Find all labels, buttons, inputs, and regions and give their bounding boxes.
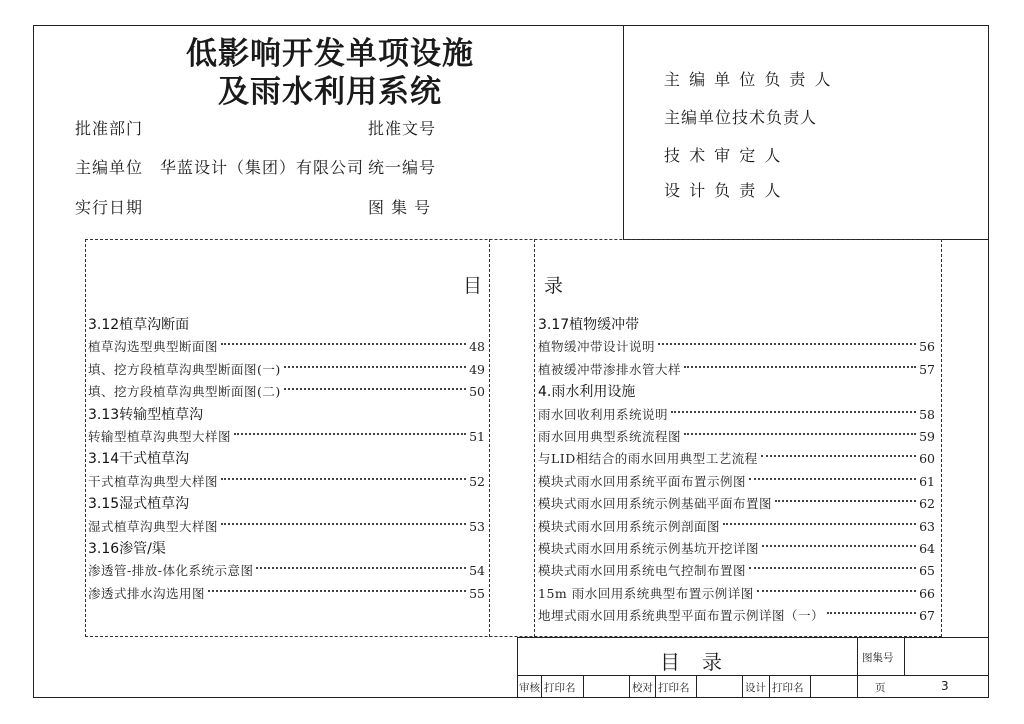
toc-leader-dots <box>761 455 916 457</box>
toc-section-title: 3.14干式植草沟 <box>88 451 190 468</box>
toc-entry <box>538 336 935 358</box>
toc-entry-title: 渗透管-排放-体化系统示意图 <box>88 563 254 579</box>
sign-sep-4 <box>655 675 656 698</box>
toc-leader-dots <box>284 366 466 368</box>
toc-leader-dots <box>658 343 916 345</box>
toc-entry-page: 54 <box>469 563 485 579</box>
document-title-line1: 低影响开发单项设施 <box>186 36 474 72</box>
toc-entry-page: 60 <box>919 451 935 467</box>
sign-sep-3 <box>629 675 630 698</box>
toc-entry <box>538 516 935 538</box>
toc-entry-title: 植草沟选型典型断面图 <box>88 339 219 355</box>
toc-leader-dots <box>671 411 916 413</box>
title-block-name: 目录 <box>660 650 744 674</box>
toc-section-heading <box>88 493 485 515</box>
title-block-sep-atlas-value <box>904 637 905 675</box>
toc-divider-left <box>489 239 490 637</box>
toc-entry-title: 转输型植草沟典型大样图 <box>88 429 232 444</box>
toc-entry-page: 52 <box>469 473 485 489</box>
header-divider-vertical <box>623 25 624 240</box>
toc-leader-dots <box>775 500 916 502</box>
page-label: 页 <box>875 682 886 694</box>
effective-date-label: 实行日期 <box>75 198 144 217</box>
toc-leader-dots <box>221 523 466 525</box>
toc-entry <box>88 336 485 358</box>
toc-entry-page: 48 <box>469 339 485 355</box>
toc-leader-dots <box>749 567 916 569</box>
toc-section-heading <box>88 404 485 426</box>
toc-leader-dots <box>208 590 466 592</box>
toc-entry-title: 15m 雨水回用系统典型布置示例详图 <box>538 585 754 601</box>
toc-entry-title: 模块式雨水回用系统示例基坑开挖详图 <box>538 541 760 556</box>
toc-entry <box>538 538 935 560</box>
toc-entry-title: 植被缓冲带渗排水管大样 <box>538 361 682 377</box>
review-name: 打印名 <box>544 682 576 694</box>
toc-entry-page: 61 <box>919 473 935 489</box>
sign-sep-5 <box>696 675 697 698</box>
toc-entry-page: 55 <box>469 585 485 601</box>
toc-section-title: 3.15湿式植草沟 <box>88 496 190 513</box>
toc-section-title: 3.16渗管/渠 <box>88 541 166 557</box>
toc-leader-dots <box>221 343 466 345</box>
toc-section-heading <box>538 381 935 403</box>
toc-entry-page: 49 <box>469 361 485 377</box>
toc-entry-title: 模块式雨水回用系统示例剖面图 <box>538 518 721 534</box>
toc-entry-page: 56 <box>919 339 935 355</box>
editor-unit-value: 华蓝设计（集团）有限公司 <box>160 158 365 177</box>
editor-unit-label: 主编单位 <box>75 158 144 177</box>
toc-leader-dots <box>749 478 916 480</box>
toc-leader-dots <box>827 612 916 614</box>
title-block-sep-atlas <box>857 637 858 698</box>
check-name: 打印名 <box>658 682 690 694</box>
toc-section-title: 3.12植草沟断面 <box>88 317 190 333</box>
check-label: 校对 <box>632 682 653 694</box>
toc-leader-dots <box>762 545 916 547</box>
toc-section-title: 4.雨水利用设施 <box>538 384 636 401</box>
toc-section-heading <box>88 314 485 336</box>
toc-leader-dots <box>256 567 466 569</box>
design-label: 设计 <box>745 682 766 694</box>
toc-leader-dots <box>234 433 466 435</box>
toc-entry-title: 渗透式排水沟选用图 <box>88 585 206 601</box>
design-name: 打印名 <box>772 682 804 694</box>
toc-entry-page: 64 <box>919 541 935 556</box>
toc-section-heading <box>88 448 485 470</box>
role-tech-lead: 主编单位技术负责人 <box>664 108 818 127</box>
sign-sep-2 <box>583 675 584 698</box>
toc-entry-title: 地埋式雨水回用系统典型平面布置示例详图（一） <box>538 608 825 624</box>
toc-leader-dots <box>684 433 916 435</box>
toc-entry <box>88 381 485 403</box>
title-block-rule <box>517 675 989 676</box>
toc-leader-dots <box>221 478 466 480</box>
role-design-lead: 设 计 负 责 人 <box>664 181 783 200</box>
toc-entry-title: 与LID相结合的雨水回用典型工艺流程 <box>538 451 758 467</box>
sign-sep-7 <box>769 675 770 698</box>
toc-right-column <box>538 314 935 624</box>
toc-entry-page: 59 <box>919 429 935 444</box>
toc-entry-page: 62 <box>919 496 935 512</box>
toc-entry-page: 57 <box>919 361 935 377</box>
page-number: 3 <box>941 679 949 693</box>
toc-entry-page: 65 <box>919 563 935 579</box>
toc-entry <box>88 471 485 493</box>
toc-entry <box>538 426 935 448</box>
approve-dept-label: 批准部门 <box>75 119 144 138</box>
role-chief-editor: 主 编 单 位 负 责 人 <box>664 70 833 89</box>
toc-entry <box>88 583 485 605</box>
toc-entry-title: 填、挖方段植草沟典型断面图(二) <box>88 384 281 400</box>
toc-entry <box>538 448 935 470</box>
toc-entry-title: 雨水回收利用系统说明 <box>538 406 669 422</box>
toc-entry <box>88 516 485 538</box>
toc-entry-title: 干式植草沟典型大样图 <box>88 473 219 489</box>
toc-leader-dots <box>723 523 916 525</box>
approve-doc-label: 批准文号 <box>368 119 437 138</box>
toc-entry <box>88 560 485 582</box>
toc-entry-title: 模块式雨水回用系统平面布置示例图 <box>538 473 747 489</box>
toc-entry-title: 模块式雨水回用系统示例基础平面布置图 <box>538 496 773 512</box>
toc-section-title: 3.13转输型植草沟 <box>88 406 204 423</box>
toc-entry-title: 填、挖方段植草沟典型断面图(一) <box>88 361 281 377</box>
toc-entry <box>538 605 935 627</box>
toc-entry <box>538 583 935 605</box>
atlas-number-label: 图集号 <box>862 652 894 664</box>
toc-entry-page: 50 <box>469 384 485 400</box>
document-title-line2: 及雨水利用系统 <box>218 74 442 110</box>
toc-entry-title: 植物缓冲带设计说明 <box>538 339 656 355</box>
toc-divider-right <box>534 239 535 637</box>
toc-entry <box>88 426 485 448</box>
atlas-no-label: 图 集 号 <box>368 198 432 217</box>
toc-heading-right: 录 <box>544 275 564 297</box>
toc-entry <box>538 560 935 582</box>
toc-entry-page: 66 <box>919 585 935 601</box>
toc-entry <box>88 359 485 381</box>
toc-entry-page: 53 <box>469 518 485 534</box>
toc-entry <box>538 471 935 493</box>
toc-section-heading <box>538 314 935 336</box>
role-tech-reviewer: 技 术 审 定 人 <box>664 146 783 165</box>
toc-section-title: 3.17植物缓冲带 <box>538 317 640 333</box>
sign-sep-1 <box>541 675 542 698</box>
toc-leader-dots <box>284 388 466 390</box>
toc-entry <box>538 493 935 515</box>
sign-sep-8 <box>810 675 811 698</box>
toc-entry-page: 63 <box>919 518 935 534</box>
toc-left-column <box>88 314 485 614</box>
toc-entry-page: 58 <box>919 406 935 422</box>
toc-entry-title: 雨水回用典型系统流程图 <box>538 429 682 444</box>
toc-heading-left: 目 <box>463 275 483 297</box>
toc-leader-dots <box>757 590 916 592</box>
toc-section-heading <box>88 538 485 560</box>
toc-entry-title: 湿式植草沟典型大样图 <box>88 518 219 534</box>
toc-leader-dots <box>684 366 916 368</box>
toc-entry-page: 67 <box>919 608 935 624</box>
review-label: 审核 <box>519 682 540 694</box>
toc-entry <box>538 359 935 381</box>
toc-entry <box>538 404 935 426</box>
sign-sep-6 <box>742 675 743 698</box>
toc-entry-title: 模块式雨水回用系统电气控制布置图 <box>538 563 747 579</box>
toc-entry-page: 51 <box>469 429 485 444</box>
unified-no-label: 统一编号 <box>368 158 437 177</box>
